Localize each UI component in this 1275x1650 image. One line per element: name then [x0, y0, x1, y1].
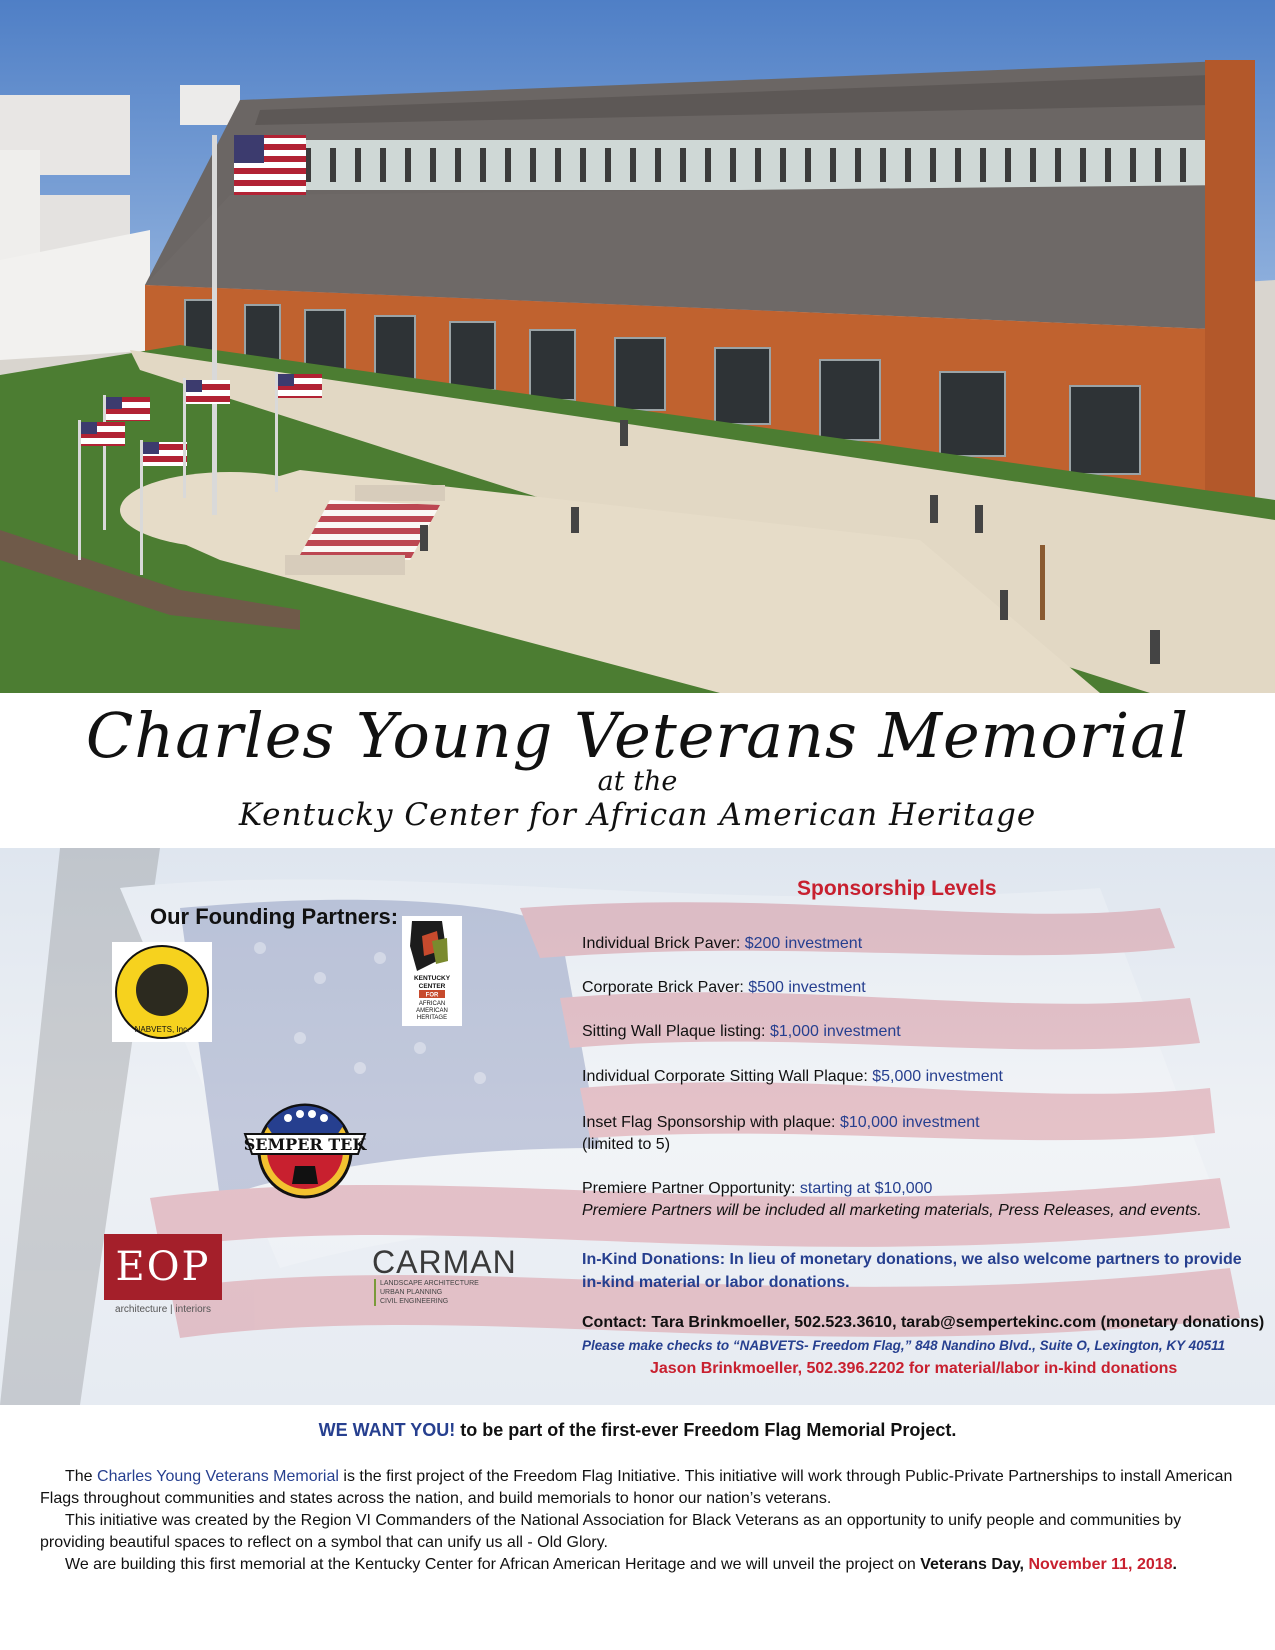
page-subtitle: Kentucky Center for African American Heritage — [238, 797, 1037, 833]
nabvets-name: NABVETS, Inc. — [134, 1025, 190, 1034]
contact-tara: Contact: Tara Brinkmoeller, 502.523.3610, tarab@sempertekinc.com (monetary donations) — [582, 1314, 1265, 1331]
sponsorship-level — [582, 1178, 1202, 1222]
kcaah-line: HERITAGE — [416, 1015, 448, 1021]
semper-tek-name: SEMPER TEK — [243, 1135, 367, 1154]
semper-tek-logo — [240, 1096, 375, 1206]
eop-name: EOP — [104, 1234, 222, 1300]
level-label: Corporate Brick Paver: — [582, 979, 749, 996]
paragraph: This initiative was created by the Region VI Commanders of the National Association for Black Veterans as an opportunity to unify people and communities by providing beautiful spaces to reflect on a symbol that can unify us all - Old Glory. — [40, 1512, 1182, 1551]
page-title: Charles Young Veterans Memorial — [85, 699, 1190, 772]
memorial-name: Charles Young Veterans Memorial — [97, 1468, 339, 1485]
sponsorship-level — [582, 1023, 901, 1041]
kcaah-line: FOR — [425, 992, 439, 999]
kcaah-line: AFRICAN — [418, 1001, 446, 1007]
carman-line: URBAN PLANNING — [380, 1289, 443, 1296]
level-amount: $500 investment — [748, 979, 866, 996]
level-amount: $5,000 investment — [872, 1068, 1003, 1085]
paragraph — [40, 1554, 1245, 1576]
kcaah-line: AMERICAN — [416, 1008, 448, 1014]
veterans-day: Veterans Day, — [920, 1556, 1029, 1573]
title-at-the: at the — [597, 766, 678, 797]
text-span: The — [65, 1468, 98, 1485]
sponsorship-level — [582, 935, 862, 953]
nabvets-logo — [112, 942, 212, 1042]
text-span: We are building this first memorial at the Kentucky Center for African American Heritage and we will unveil the project on — [65, 1556, 921, 1573]
title-block — [0, 693, 1275, 848]
sponsorship-level — [582, 1112, 980, 1156]
sponsorship-level — [582, 1068, 1003, 1086]
eop-logo — [104, 1234, 222, 1316]
inkind-donations: In-Kind Donations: In lieu of monetary donations, we also welcome partners to provide in-kind material or labor donations. — [582, 1251, 1242, 1291]
kcaah-logo — [402, 916, 462, 1026]
check-instructions: Please make checks to “NABVETS- Freedom Flag,” 848 Nandino Blvd., Suite O, Lexington, KY 40511 — [582, 1338, 1226, 1353]
level-note: (limited to 5) — [582, 1136, 671, 1153]
level-amount: starting at $10,000 — [799, 1180, 933, 1197]
sponsorship-heading: Sponsorship Levels — [797, 877, 997, 900]
carman-logo — [372, 1245, 532, 1325]
unveil-date: November 11, 2018 — [1028, 1556, 1173, 1573]
level-note: Premiere Partners will be included all marketing materials, Press Releases, and events. — [582, 1202, 1202, 1219]
eop-tagline: architecture | interiors — [115, 1304, 211, 1315]
text-span: is the first project of the Freedom Flag Initiative. This initiative will work through Public-Private Partnerships to install American Flags throughout communities and states across the nation, and build memorials to honor our nation’s veterans. — [40, 1468, 1233, 1507]
cta-highlight: WE WANT YOU! — [318, 1420, 456, 1440]
level-label: Inset Flag Sponsorship with plaque: — [582, 1114, 840, 1131]
paragraph — [40, 1466, 1245, 1510]
contact-jason: Jason Brinkmoeller, 502.396.2202 for material/labor in-kind donations — [650, 1360, 1178, 1377]
hero-rendering — [0, 0, 1275, 693]
level-amount: $1,000 investment — [769, 1023, 901, 1040]
text-span: . — [1172, 1556, 1177, 1573]
level-label: Sitting Wall Plaque listing: — [582, 1023, 770, 1040]
call-to-action — [0, 1420, 1275, 1441]
carman-name: CARMAN — [372, 1244, 517, 1280]
carman-line: CIVIL ENGINEERING — [380, 1298, 449, 1305]
level-amount: $200 investment — [744, 935, 863, 952]
kcaah-line: KENTUCKY — [413, 975, 451, 982]
level-label: Premiere Partner Opportunity: — [582, 1180, 800, 1197]
level-label: Individual Corporate Sitting Wall Plaque: — [582, 1068, 873, 1085]
sponsorship-level — [582, 979, 866, 997]
carman-line: LANDSCAPE ARCHITECTURE — [380, 1280, 479, 1287]
level-amount: $10,000 investment — [839, 1114, 980, 1131]
partners-heading: Our Founding Partners: — [150, 904, 399, 929]
body-copy — [40, 1466, 1245, 1576]
level-label: Individual Brick Paver: — [582, 935, 745, 952]
sponsorship-panel — [0, 848, 1275, 1405]
kcaah-line: CENTER — [418, 983, 446, 990]
cta-text: to be part of the first-ever Freedom Flag Memorial Project. — [455, 1420, 957, 1440]
